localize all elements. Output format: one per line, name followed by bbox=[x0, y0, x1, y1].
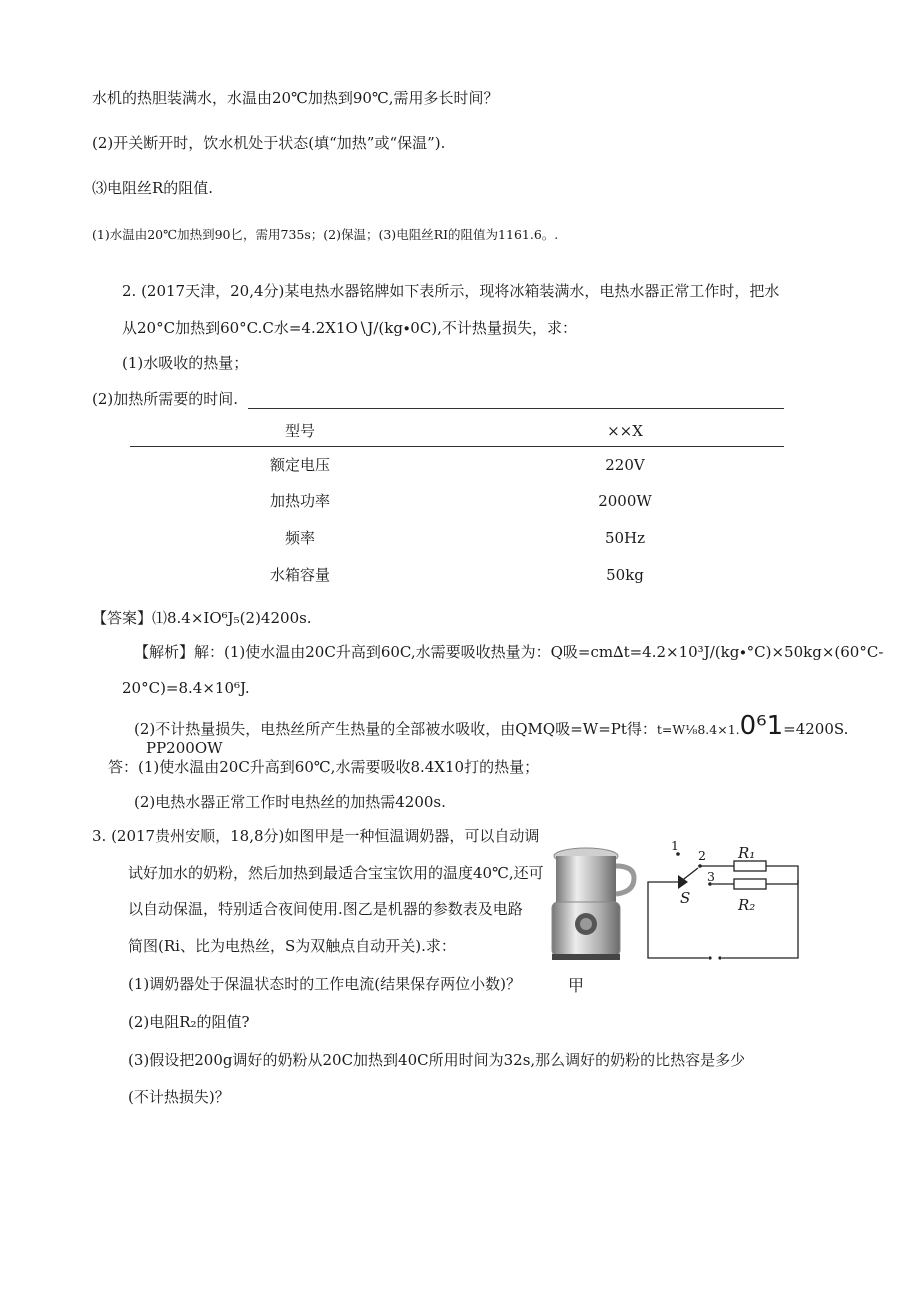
table-row-value: 2000W bbox=[598, 492, 652, 510]
analysis-3-text: (2)不计热量损失，电热丝所产生热量的全部被水吸收，由QMQ吸=W=Pt得： bbox=[134, 720, 657, 738]
problem3-question-2: (2)电阻R₂的阻值? bbox=[128, 1013, 250, 1031]
table-top-rule bbox=[248, 408, 784, 409]
circuit-node-2: 2 bbox=[698, 848, 706, 863]
table-row-value: 50Hz bbox=[604, 529, 646, 547]
table-header-value: ××X bbox=[607, 422, 643, 440]
problem3-line-3: 以自动保温，特别适合夜间使用.图乙是机器的参数表及电路 bbox=[128, 900, 523, 918]
table-row-label: 额定电压 bbox=[269, 456, 330, 474]
answer2-analysis-2: 20°C)=8.4×10⁶J. bbox=[122, 679, 250, 697]
circuit-node-3: 3 bbox=[707, 869, 715, 884]
circuit-r2-label: R₂ bbox=[738, 896, 756, 914]
intro-question-2: (2)开关断开时，饮水机处于状态(填“加热”或“保温”). bbox=[92, 134, 446, 152]
problem2-line-2: 从20°C加热到60°C.C水=4.2X1O∖J/(kg∙0C),不计热量损失，求： bbox=[122, 319, 577, 337]
circuit-node-1: 1 bbox=[671, 838, 679, 853]
answer2-analysis-3 bbox=[134, 711, 849, 741]
intro-question-3: ⑶电阻丝R的阻值. bbox=[92, 179, 214, 197]
analysis-3-denominator: PP200OW bbox=[146, 739, 223, 757]
table-row-value: 50kg bbox=[606, 566, 644, 584]
problem2-question-2: (2)加热所需要的时间. bbox=[92, 390, 239, 408]
circuit-switch-label: S bbox=[680, 889, 691, 907]
problem2-title: 2. (2017天津，20,4分)某电热水器铭牌如下表所示，现将冰箱装满水，电热水器正常工作时，把水 bbox=[122, 282, 780, 300]
analysis-3-result: =4200S. bbox=[783, 720, 849, 738]
answer2-conclusion-2: (2)电热水器正常工作时电热丝的加热需4200s. bbox=[134, 793, 446, 811]
table-row-label: 加热功率 bbox=[269, 492, 330, 510]
problem3-line-2: 试好加水的奶粉，然后加热到最适合宝宝饮用的温度40℃,还可 bbox=[128, 864, 544, 882]
table-header-rule bbox=[130, 446, 784, 447]
problem3-question-3: (3)假设把200g调好的奶粉从20C加热到40C所用时间为32s,那么调好的奶粉的比热容是多少 bbox=[128, 1051, 746, 1069]
intro-line-1: 水机的热胆装满水，水温由20℃加热到90℃,需用多长时间？ bbox=[92, 89, 499, 107]
analysis-3-fraction: t=W⅛8.4×1. bbox=[656, 722, 740, 737]
table-row-label: 频率 bbox=[284, 529, 315, 547]
analysis-3-big-digits: 0⁶1 bbox=[739, 711, 784, 741]
intro-answer: (1)水温由20℃加热到90匕，需用735s；(2)保温；(3)电阻丝RI的阻值为1161.6。. bbox=[92, 227, 559, 242]
table-row-value: 220V bbox=[605, 456, 645, 474]
problem3-question-1: (1)调奶器处于保温状态时的工作电流(结果保存两位小数)？ bbox=[128, 975, 521, 993]
problem3-line-4: 简图(Ri、比为电热丝，S为双触点自动开关).求： bbox=[128, 937, 456, 955]
problem2-question-1: (1)水吸收的热量； bbox=[122, 354, 249, 372]
milk-warmer-image bbox=[548, 842, 643, 967]
figure-label-jia: 甲 bbox=[568, 976, 585, 995]
problem3-question-3b: (不计热损失)？ bbox=[128, 1088, 230, 1106]
table-row-label: 水箱容量 bbox=[269, 566, 330, 584]
answer2-answer: 【答案】⑴8.4×IO⁶J₅(2)4200s. bbox=[92, 609, 312, 627]
answer2-analysis-1: 【解析】解：(1)使水温由20C升高到60C,水需要吸收热量为：Q吸=cm∆t=4.2×10³J/(kg∙°C)×50kg×(60°C- bbox=[134, 643, 884, 661]
problem3-line-1: 3. (2017贵州安顺，18,8分)如图甲是一种恒温调奶器，可以自动调 bbox=[92, 827, 540, 845]
circuit-diagram bbox=[640, 836, 810, 966]
table-header-model: 型号 bbox=[284, 422, 315, 440]
circuit-r1-label: R₁ bbox=[738, 844, 756, 862]
answer2-conclusion-1: 答：(1)使水温由20C升高到60℃,水需要吸收8.4X10打的热量； bbox=[108, 758, 540, 776]
